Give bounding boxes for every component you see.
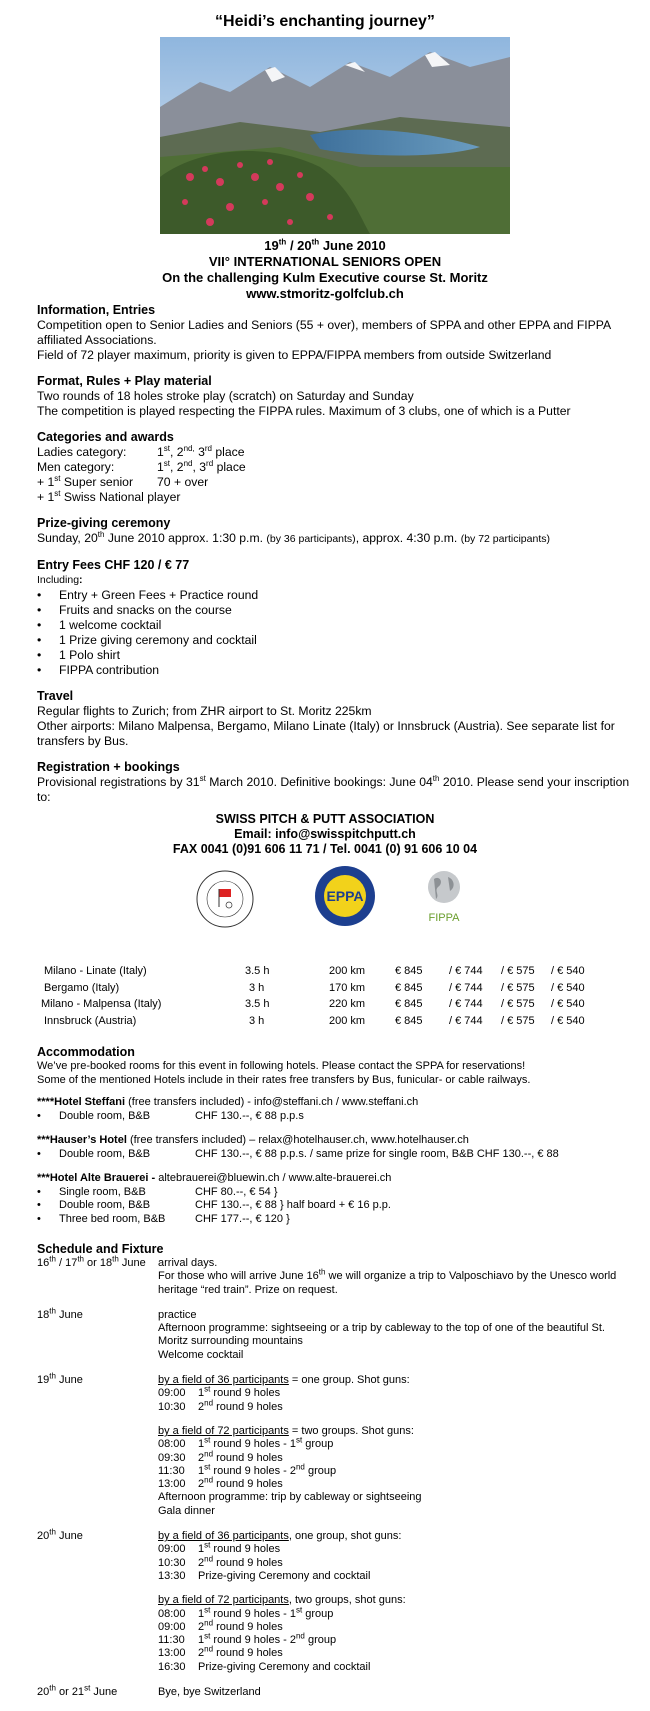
- section-heading: Registration + bookings: [37, 760, 180, 774]
- table-row: Bergamo (Italy) 3 h 170 km € 845 / € 744 / € 575 / € 540: [44, 981, 585, 994]
- men-category: Men category: 1st, 2nd, 3rd place: [37, 458, 246, 474]
- schedule-row: 16th / 17th or 18th June arrival days. For those who will arrive June 16th we will organize a trip to Valposchiavo by the Unesco world heritage “red train”. Prize on request.: [37, 1254, 617, 1296]
- list-item: • 1 welcome cocktail: [37, 618, 637, 633]
- section-heading: Travel: [37, 689, 74, 703]
- hotel-hauser: ***Hauser’s Hotel (free transfers included) – relax@hotelhauser.ch, www.hotelhauser.ch • Double room, B&B CHF 130.--, € 88 p.p.s. / same prize for single room, B&B CHF 130.--, € 88: [37, 1134, 637, 1161]
- eppa-logo-text: EPPA: [326, 888, 364, 904]
- section-heading: Prize-giving ceremony: [37, 516, 171, 530]
- list-item: • 1 Prize giving ceremony and cocktail: [37, 633, 637, 648]
- contact-block: SWISS PITCH & PUTT ASSOCIATION Email: info@swisspitchputt.ch FAX 0041 (0)91 606 11 71 / Tel. 0041 (0) 91 606 10 04: [0, 812, 650, 857]
- format-line: Two rounds of 18 holes stroke play (scratch) on Saturday and Sunday: [37, 389, 414, 403]
- event-date: 19th / 20th June 2010: [264, 237, 386, 253]
- schedule-row: 18th June practice Afternoon programme: sightseeing or a trip by cableway to the top of one of the beautiful St. Moritz surrounding mountains Welcome cocktail: [37, 1306, 605, 1361]
- table-row: Milano - Malpensa (Italy) 3.5 h 220 km € 845 / € 744 / € 575 / € 540: [41, 998, 585, 1010]
- section-heading: Format, Rules + Play material: [37, 374, 212, 388]
- logos-row: [37, 869, 637, 947]
- swiss-player-award: + 1st Swiss National player: [37, 488, 181, 504]
- schedule-row: 20th or 21st June Bye, bye Switzerland: [37, 1683, 261, 1699]
- fippa-logo: [422, 869, 466, 935]
- list-item: • Double room, B&B CHF 130.--, € 88 p.p.s. / same prize for single room, B&B CHF 130.--, € 88: [37, 1148, 637, 1162]
- event-name: VII° INTERNATIONAL SENIORS OPEN: [208, 254, 442, 269]
- list-item: • Entry + Green Fees + Practice round: [37, 588, 637, 603]
- schedule-section: [37, 1242, 637, 1699]
- event-course: On the challenging Kulm Executive course St. Moritz: [162, 270, 488, 285]
- super-senior-award: + 1st Super senior 70 + over: [37, 473, 209, 489]
- list-item: • Double room, B&B CHF 130.--, € 88 p.p.s: [37, 1110, 637, 1124]
- section-heading: Schedule and Fixture: [37, 1242, 164, 1256]
- event-header: [0, 238, 650, 302]
- list-item: • Three bed room, B&B CHF 177.--, € 120 }: [37, 1213, 637, 1227]
- info-line: Field of 72 player maximum, priority is given to EPPA/FIPPA members from outside Switzerland: [37, 348, 552, 362]
- table-row: Innsbruck (Austria) 3 h 200 km € 845 / € 744 / € 575 / € 540: [44, 1014, 585, 1027]
- list-item: • Single room, B&B CHF 80.--, € 54 }: [37, 1186, 637, 1200]
- event-website[interactable]: www.stmoritz-golfclub.ch: [246, 286, 404, 301]
- info-line: Competition open to Senior Ladies and Seniors (55 + over), members of SPPA and other EPPA and FIPPA affiliated Associations.: [37, 318, 611, 347]
- format-section: [37, 374, 637, 419]
- fees-section: Entry Fees CHF 120 / € 77 Including: • Entry + Green Fees + Practice round • Fruits and snacks on the course • 1 welcome cocktail • 1 Prize giving ceremony and cocktail • 1 Polo shirt • FIPPA contribution: [37, 558, 637, 678]
- section-heading: Information, Entries: [37, 303, 156, 317]
- registration-section: Registration + bookings Provisional registrations by 31st March 2010. Definitive bookings: June 04th 2010. Please send your inscription to: SWISS PITCH & PUTT ASSOCIATION Email: info@swisspitchputt.ch FAX 0041 (0)91 606 11 71 / Tel. 0041 (0) 91 606 10 04: [37, 760, 637, 857]
- hotel-alte-brauerei: ***Hotel Alte Brauerei - altebrauerei@bluewin.ch / www.alte-brauerei.ch • Single room, B&B CHF 80.--, € 54 } • Double room, B&B CHF 130.--, € 88 } half board + € 16 p.p. • Three bed room, B&B CHF 177.--, € 120 }: [37, 1172, 637, 1226]
- accommodation-section: Accommodation We’ve pre-booked rooms for this event in following hotels. Please contact the SPPA for reservations! Some of the mentioned Hotels include in their rates free transfers by Bus, funicular- or cable railways. ****Hotel Steffani (free transfers included) - info@steffani.ch / www.steffani.ch • Double room, B&B CHF 130.--, € 88 p.p.s ***Hauser’s Hotel (free transfers included) – relax@hotelhauser.ch, www.hotelhauser.ch • Double room, B&B CHF 130.--, € 88 p.p.s. / same prize for single room, B&B CHF 130.--, € 88 ***Hotel Alte Brauerei - altebrauerei@bluewin.ch / www.alte-brauerei.ch • Single room, B&B CHF 80.--, € 54 } • Double room, B&B CHF 130.--, € 88 } half board + € 16 p.p. • Three bed room, B&B CHF 177.--, € 120 }: [37, 1045, 637, 1226]
- categories-section: [37, 430, 637, 505]
- section-heading: Entry Fees CHF 120 / € 77: [37, 558, 190, 572]
- table-row: Milano - Linate (Italy) 3.5 h 200 km € 845 / € 744 / € 575 / € 540: [44, 965, 585, 977]
- schedule-row: 19th June by a field of 36 participants = one group. Shot guns: 09:00 1st round 9 holes 10:30 2nd round 9 holes by a field of 72 participants = two groups. Shot guns: 08:00 1st round 9 holes - 1st group 09:30 2nd round 9 holes 11:30 1st round 9 holes - 2nd group 13:00 2nd round 9 holes Afternoon programme: trip by cableway or sightseeing Gala dinner: [37, 1371, 422, 1517]
- info-section: [37, 303, 637, 363]
- sppa-logo: [195, 869, 255, 933]
- fees-list: [37, 588, 637, 678]
- ladies-category: Ladies category: 1st, $2^{nd,}$ 3rd place: [37, 443, 245, 459]
- page-title: “Heidi’s enchanting journey”: [215, 13, 435, 30]
- mountain-lake-photo: [160, 37, 510, 234]
- list-item: • Double room, B&B CHF 130.--, € 88 } half board + € 16 p.p.: [37, 1199, 637, 1213]
- list-item: • FIPPA contribution: [37, 663, 637, 678]
- section-heading: Accommodation: [37, 1045, 135, 1059]
- travel-section: Travel Regular flights to Zurich; from ZHR airport to St. Moritz 225km Other airports: Milano Malpensa, Bergamo, Milano Linate (Italy) or Innsbruck (Austria). See separate list for transfers by Bus.: [37, 689, 637, 749]
- prize-section: Prize-giving ceremony Sunday, 20th June 2010 approx. 1:30 p.m. (by 36 participants), approx. 4:30 p.m. (by 72 participants): [37, 516, 637, 547]
- list-item: • 1 Polo shirt: [37, 648, 637, 663]
- fippa-logo-text: FIPPA: [428, 912, 460, 924]
- list-item: • Fruits and snacks on the course: [37, 603, 637, 618]
- distance-table: [37, 963, 637, 1029]
- contact-phone: FAX 0041 (0)91 606 11 71 / Tel. 0041 (0) 91 606 10 04: [172, 842, 478, 856]
- contact-email[interactable]: Email: info@swisspitchputt.ch: [234, 827, 416, 841]
- format-line: The competition is played respecting the FIPPA rules. Maximum of 3 clubs, one of which is a Putter: [37, 404, 571, 418]
- hotel-steffani: ****Hotel Steffani (free transfers included) - info@steffani.ch / www.steffani.ch • Double room, B&B CHF 130.--, € 88 p.p.s: [37, 1096, 637, 1123]
- section-heading: Categories and awards: [37, 430, 174, 444]
- schedule-row: 20th June by a field of 36 participants, one group, shot guns: 09:00 1st round 9 holes 10:30 2nd round 9 holes 13:30 Prize-giving Ceremony and cocktail by a field of 72 participants, two groups, shot guns: 08:00 1st round 9 holes - 1st group 09:00 2nd round 9 holes 11:30 1st round 9 holes - 2nd group 13:00 2nd round 9 holes 16:30 Prize-giving Ceremony and cocktail: [37, 1527, 406, 1673]
- eppa-logo: [314, 865, 376, 931]
